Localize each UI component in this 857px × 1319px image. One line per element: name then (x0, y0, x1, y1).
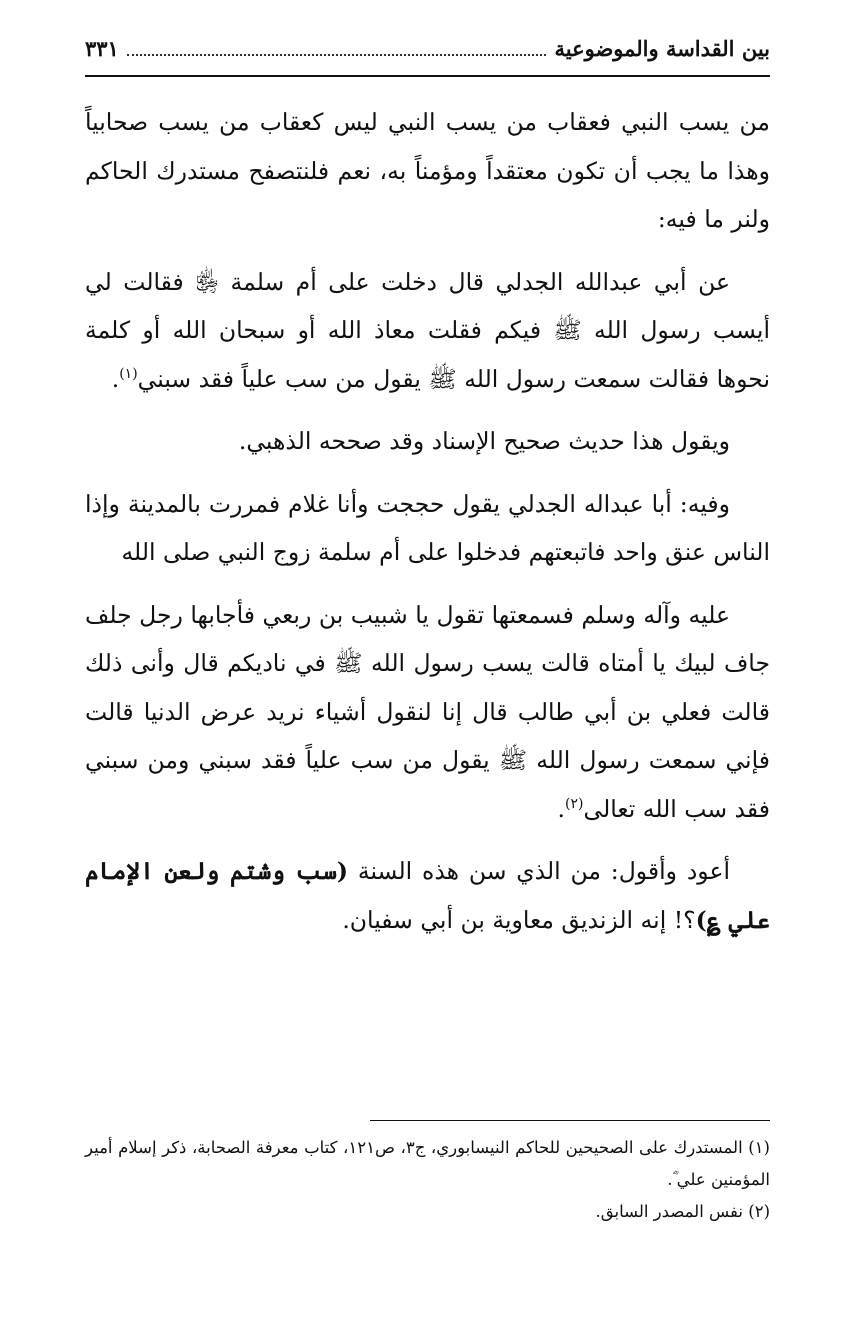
paragraph-5 (85, 591, 770, 834)
footnote-1: (١) المستدرك على الصحيحين للحاكم النيسابوري، ج٣، ص١٢١، كتاب معرفة الصحابة، ذكر إسلام أمير المؤمنين علي ؓ. (85, 1138, 770, 1189)
running-header (85, 30, 770, 66)
paragraph-5-end: . (557, 794, 566, 823)
paragraph-1: من يسب النبي فعقاب من يسب النبي ليس كعقاب من يسب صحابياً وهذا ما يجب أن تكون معتقداً ومؤمناً به، نعم فلنتصفح مستدرك الحاكم ولنر ما فيه: (85, 108, 770, 233)
main-text (85, 98, 770, 958)
page-number: ٣٣١ (85, 35, 119, 61)
header-rule (85, 75, 770, 77)
paragraph-2-end: . (111, 364, 120, 393)
paragraph-4: وفيه: أبا عبداله الجدلي يقول حججت وأنا غلام فمررت بالمدينة وإذا الناس عنق واحد فاتبعتهم فدخلوا على أم سلمة زوج النبي صلى الله (85, 489, 770, 566)
paragraph-2 (85, 258, 770, 404)
footnote-rule (370, 1120, 770, 1121)
header-dot-leader (127, 40, 547, 56)
header-title: بين القداسة والموضوعية (554, 35, 770, 61)
paragraph-6 (85, 847, 770, 944)
paragraph-5-text: عليه وآله وسلم فسمعتها تقول يا شبيب بن ربعي فأجابها رجل جلف جاف لبيك يا أمتاه قالت يسب رسول الله ﷺ في ناديكم قال وأنى ذلك قالت فعلي بن أبي طالب قال إنا لنقول أشياء نريد عرض الدنيا قالت فإني سمعت رسول الله ﷺ يقول من سب علياً فقد سبني ومن سبني فقد سب الله تعالى (85, 600, 770, 823)
paragraph-3: ويقول هذا حديث صحيح الإسناد وقد صححه الذهبي. (238, 427, 730, 455)
paragraph-6-bold: (سب وشتم ولعن الإمام علي ؏) (85, 857, 770, 934)
footnote-ref-2: (٢) (565, 795, 584, 812)
footnote-ref-1: (١) (119, 365, 138, 382)
paragraph-2-text: عن أبي عبدالله الجدلي قال دخلت على أم سلمة ﵂ فقالت لي أيسب رسول الله ﷺ فيكم فقلت معاذ الله أو سبحان الله أو كلمة نحوها فقالت سمعت رسول الله ﷺ يقول من سب علياً فقد سبني (85, 267, 770, 393)
footnotes (85, 1132, 770, 1228)
paragraph-6-end: ؟! إنه الزنديق معاوية بن أبي سفيان. (342, 905, 696, 934)
book-page (85, 0, 770, 1319)
paragraph-6-text: أعود وأقول: من الذي سن هذه السنة (357, 857, 730, 885)
footnote-2: (٢) نفس المصدر السابق. (595, 1202, 770, 1221)
